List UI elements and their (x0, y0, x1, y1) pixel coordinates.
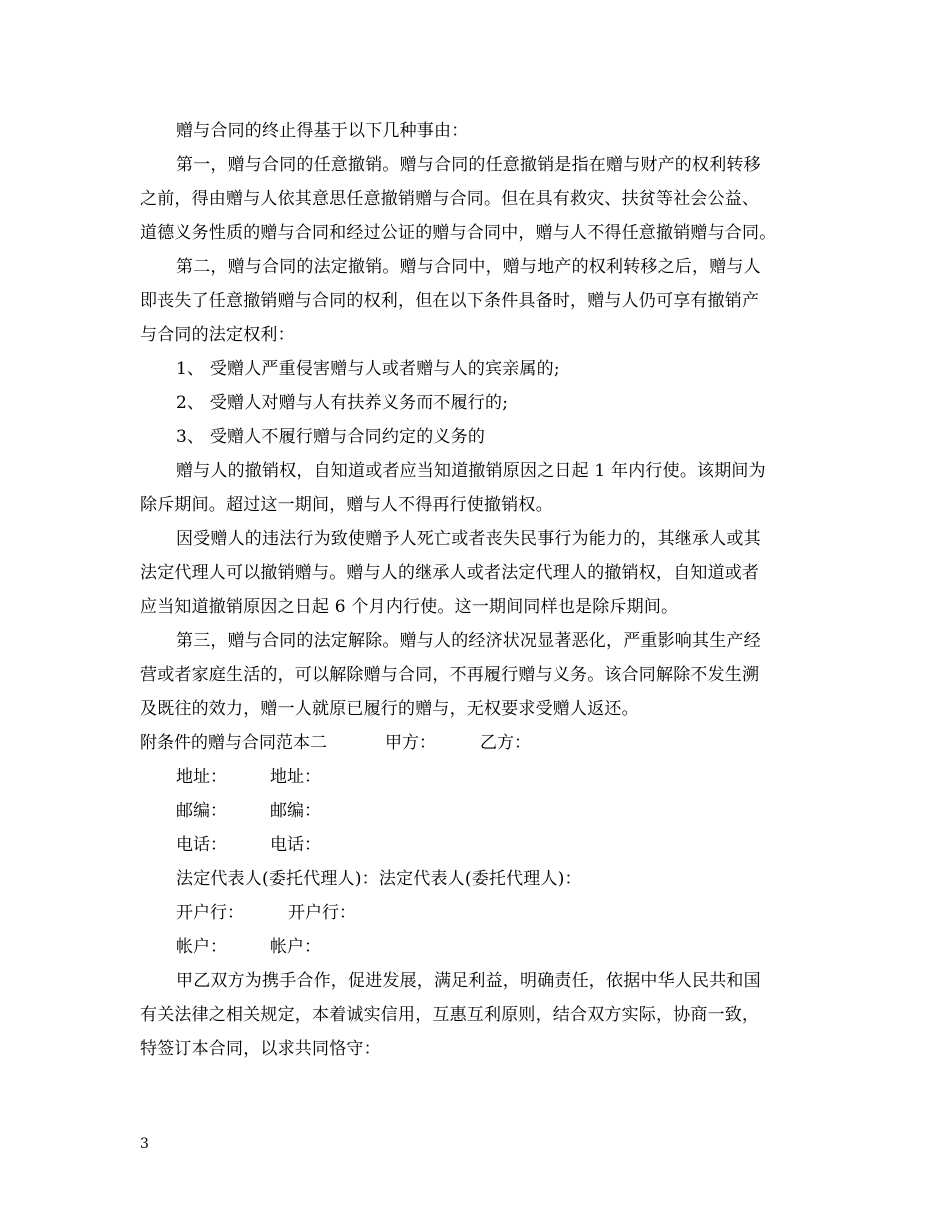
postcode-a-label: 邮编： (176, 801, 227, 821)
list-item-1: 1、 受赠人严重侵害赠与人或者赠与人的宾亲属的; (176, 359, 560, 379)
paragraph-preamble-line1: 甲乙双方为携手合作，促进发展，满足利益，明确责任，依据中华人民共和国 (176, 971, 761, 991)
bank-a-label: 开户行： (176, 903, 244, 923)
paragraph-heir-line3: 应当知道撤销原因之日起 6 个月内行使。这一期间同样也是除斥期间。 (140, 597, 679, 617)
party-a-label: 甲方： (385, 733, 436, 753)
representative-line: 法定代表人(委托代理人)：法定代表人(委托代理人)： (176, 869, 582, 889)
paragraph-revocation-line2: 除斥期间。超过这一期间，赠与人不得再行使撤销权。 (140, 495, 553, 515)
list-item-3: 3、 受赠人不履行赠与合同约定的义务的 (176, 427, 486, 447)
list-item-2: 2、 受赠人对赠与人有扶养义务而不履行的; (176, 393, 509, 413)
paragraph-third-line2: 营或者家庭生活的，可以解除赠与合同，不再履行赠与义务。该合同解除不发生溯 (140, 665, 760, 685)
paragraph-third-line1: 第三，赠与合同的法定解除。赠与人的经济状况显著恶化，严重影响其生产经 (176, 631, 761, 651)
account-b-label: 帐户： (270, 937, 321, 957)
paragraph-second-line3: 与合同的法定权利： (140, 325, 295, 345)
paragraph-heir-line1: 因受赠人的违法行为致使赠予人死亡或者丧失民事行为能力的，其继承人或其 (176, 529, 761, 549)
paragraph-second-line1: 第二，赠与合同的法定撤销。赠与合同中，赠与地产的权利转移之后，赠与人 (176, 257, 761, 277)
paragraph-third-line3: 及既往的效力，赠一人就原已履行的赠与，无权要求受赠人返还。 (140, 699, 639, 719)
party-b-label: 乙方： (480, 733, 531, 753)
paragraph-heir-line2: 法定代理人可以撤销赠与。赠与人的继承人或者法定代理人的撤销权，自知道或者 (140, 563, 760, 583)
postcode-b-label: 邮编： (270, 801, 321, 821)
account-a-label: 帐户： (176, 937, 227, 957)
contract-title: 附条件的赠与合同范本二 (140, 733, 327, 753)
paragraph-termination-intro: 赠与合同的终止得基于以下几种事由： (176, 121, 469, 141)
paragraph-revocation-line1: 赠与人的撤销权，自知道或者应当知道撤销原因之日起 1 年内行使。该期间为 (176, 461, 766, 481)
page-number: 3 (140, 1136, 149, 1152)
bank-b-label: 开户行： (288, 903, 356, 923)
address-b-label: 地址： (270, 767, 321, 787)
paragraph-second-line2: 即丧失了任意撤销赠与合同的权利，但在以下条件具备时，赠与人仍可享有撤销产 (140, 291, 760, 311)
phone-a-label: 电话： (176, 835, 227, 855)
phone-b-label: 电话： (270, 835, 321, 855)
paragraph-first-line3: 道德义务性质的赠与合同和经过公证的赠与合同中，赠与人不得任意撤销赠与合同。 (140, 223, 777, 243)
paragraph-first-line1: 第一，赠与合同的任意撤销。赠与合同的任意撤销是指在赠与财产的权利转移 (176, 155, 761, 175)
address-a-label: 地址： (176, 767, 227, 787)
paragraph-preamble-line2: 有关法律之相关规定，本着诚实信用，互惠互利原则，结合双方实际，协商一致， (140, 1005, 760, 1025)
paragraph-preamble-line3: 特签订本合同，以求共同恪守： (140, 1039, 381, 1059)
paragraph-first-line2: 之前，得由赠与人依其意思任意撤销赠与合同。但在具有救灾、扶贫等社会公益、 (140, 189, 760, 209)
